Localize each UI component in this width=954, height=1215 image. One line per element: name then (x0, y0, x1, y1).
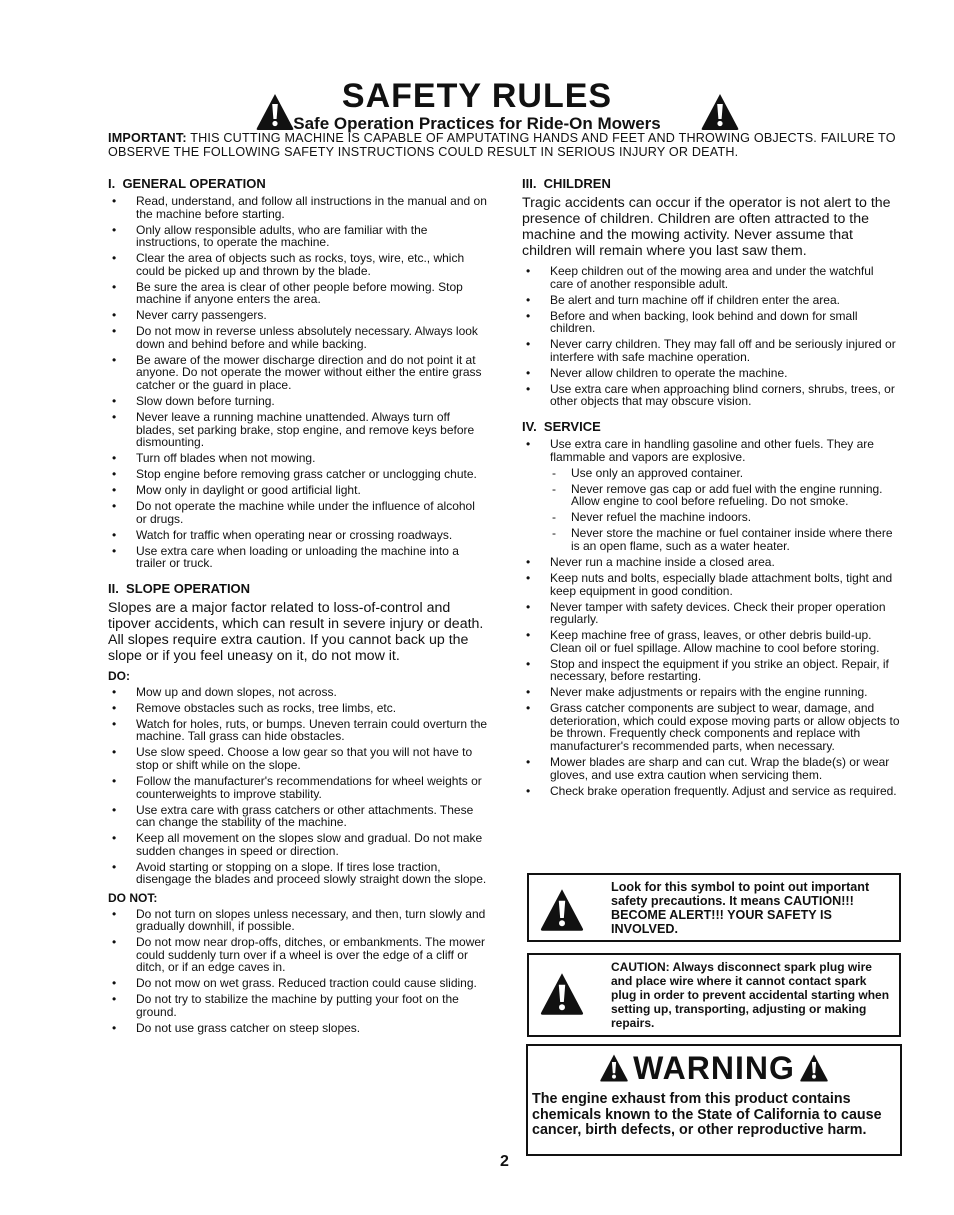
list-item: • Use extra care with grass catchers or other attachments. These can change the stability of the machine. (108, 804, 488, 829)
list-item: • Do not operate the machine while under the influence of alcohol or drugs. (108, 500, 488, 525)
list-item: • Avoid starting or stopping on a slope. If tires lose traction, disengage the blades and proceed slowly straight down the slope. (108, 861, 488, 886)
important-text: THIS CUTTING MACHINE IS CAPABLE OF AMPUTATING HANDS AND FEET AND THROWING OBJECTS. FAILURE TO OBSERVE THE FOLLOWING SAFETY INSTRUCTIONS COULD RESULT IN SERIOUS INJURY OR DEATH. (108, 131, 896, 159)
children-list (522, 265, 900, 408)
warning-triangle-icon (255, 92, 295, 132)
list-item: • Keep children out of the mowing area and under the watchful care of another responsible adult. (522, 265, 900, 290)
list-item: • Only allow responsible adults, who are familiar with the instructions, to operate the machine. (108, 224, 488, 249)
important-notice (108, 131, 898, 159)
list-item: • Do not mow near drop-offs, ditches, or embankments. The mower could suddenly turn over if a wheel is over the edge of a cliff or ditch, or if an edge caves in. (108, 936, 488, 974)
do-not-heading: DO NOT: (108, 890, 158, 905)
list-item: • Watch for traffic when operating near or crossing roadways. (108, 529, 488, 542)
warning-text: The engine exhaust from this product contains chemicals known to the State of California to cause cancer, birth defects, or other reproductive harm. (532, 1091, 882, 1138)
list-item: - Never remove gas cap or add fuel with the engine running. Allow engine to cool before refueling. Do not smoke. (522, 483, 900, 508)
warning-title-row (528, 1050, 900, 1087)
list-item: • Be sure the area is clear of other people before mowing. Stop machine if anyone enters the area. (108, 281, 488, 306)
list-item: • Never carry children. They may fall off and be seriously injured or interfere with safe machine operation. (522, 338, 900, 363)
do-not-list (108, 908, 488, 1035)
list-item: • Follow the manufacturer's recommendations for wheel weights or counterweights to improve stability. (108, 775, 488, 800)
service-heading: IV. SERVICE (522, 419, 601, 435)
list-item: - Never store the machine or fuel container inside where there is an open flame, such as a water heater. (522, 527, 900, 552)
page-header (0, 78, 954, 134)
list-item: • Never make adjustments or repairs with the engine running. (522, 686, 900, 699)
list-item: • Never allow children to operate the machine. (522, 367, 900, 380)
service-sub-list (522, 467, 900, 553)
list-item: • Use slow speed. Choose a low gear so that you will not have to stop or shift while on the slope. (108, 746, 488, 771)
list-item: • Clear the area of objects such as rocks, toys, wire, etc., which could be picked up and thrown by the blade. (108, 252, 488, 277)
list-item: • Do not use grass catcher on steep slopes. (108, 1022, 488, 1035)
children-heading: III. CHILDREN (522, 176, 611, 191)
service-first-list (522, 438, 900, 463)
list-item: • Use extra care when loading or unloading the machine into a trailer or truck. (108, 545, 488, 570)
slope-operation-heading: II. SLOPE OPERATION (108, 581, 251, 597)
general-operation-heading: I. GENERAL OPERATION (108, 176, 266, 191)
list-item: - Never refuel the machine indoors. (522, 511, 900, 524)
page-title: SAFETY RULES (341, 77, 613, 115)
list-item: • Use extra care in handling gasoline and other fuels. They are flammable and vapors are explosive. (522, 438, 900, 463)
list-item: • Turn off blades when not mowing. (108, 452, 488, 465)
left-column (108, 176, 488, 1038)
list-item: • Check brake operation frequently. Adjust and service as required. (522, 785, 900, 798)
caution-box (527, 953, 901, 1037)
page-subtitle: Safe Operation Practices for Ride-On Mowers (293, 114, 661, 133)
list-item: • Keep machine free of grass, leaves, or other debris build-up. Clean oil or fuel spillage. Allow machine to cool before storing. (522, 629, 900, 654)
list-item: • Do not try to stabilize the machine by putting your foot on the ground. (108, 993, 488, 1018)
right-column (522, 176, 900, 801)
slope-intro: Slopes are a major factor related to loss-of-control and tipover accidents, which can result in severe injury or death. All slopes require extra caution. If you cannot back up the slope or if you feel uneasy on it, do not mow it. (108, 600, 484, 665)
list-item: • Do not turn on slopes unless necessary, and then, turn slowly and gradually downhill, if possible. (108, 908, 488, 933)
warning-box (526, 1044, 902, 1156)
list-item: • Never tamper with safety devices. Check their proper operation regularly. (522, 601, 900, 626)
list-item: • Before and when backing, look behind and down for small children. (522, 310, 900, 335)
safety-symbol-text: Look for this symbol to point out important safety precautions. It means CAUTION!!! BECOME ALERT!!! YOUR SAFETY IS INVOLVED. (611, 880, 870, 936)
list-item: • Be alert and turn machine off if children enter the area. (522, 294, 900, 307)
list-item: • Mow only in daylight or good artificial light. (108, 484, 488, 497)
caution-text: CAUTION: Always disconnect spark plug wire and place wire where it cannot contact spark plug in order to prevent accidental starting when setting up, transporting, adjusting or making repairs. (611, 960, 890, 1030)
list-item: • Stop and inspect the equipment if you strike an object. Repair, if necessary, before restarting. (522, 658, 900, 683)
children-intro: Tragic accidents can occur if the operator is not alert to the presence of children. Children are often attracted to the machine and the mowing activity. Never assume that children will remain where you last saw them. (522, 195, 891, 259)
list-item: • Mow up and down slopes, not across. (108, 686, 488, 699)
warning-triangle-icon (799, 1053, 829, 1083)
list-item: • Remove obstacles such as rocks, tree limbs, etc. (108, 702, 488, 715)
page-number: 2 (500, 1153, 509, 1170)
do-list (108, 686, 488, 886)
list-item: • Grass catcher components are subject to wear, damage, and deterioration, which could expose moving parts or allow objects to be thrown. Frequently check components and replace with manufacturer's recommended parts, when necessary. (522, 702, 900, 752)
list-item: • Keep nuts and bolts, especially blade attachment bolts, tight and keep equipment in good condition. (522, 572, 900, 597)
list-item: • Watch for holes, ruts, or bumps. Uneven terrain could overturn the machine. Tall grass can hide obstacles. (108, 718, 488, 743)
list-item: • Stop engine before removing grass catcher or unclogging chute. (108, 468, 488, 481)
list-item: • Use extra care when approaching blind corners, shrubs, trees, or other objects that may obscure vision. (522, 383, 900, 408)
list-item: • Read, understand, and follow all instructions in the manual and on the machine before starting. (108, 195, 488, 220)
list-item: • Never carry passengers. (108, 309, 488, 322)
warning-triangle-icon (599, 1053, 629, 1083)
important-label: IMPORTANT: (108, 131, 187, 145)
list-item: • Mower blades are sharp and can cut. Wrap the blade(s) or wear gloves, and use extra caution when servicing them. (522, 756, 900, 781)
list-item: • Be aware of the mower discharge direction and do not point it at anyone. Do not operate the mower without either the entire grass catcher or the guard in place. (108, 354, 488, 392)
general-operation-list (108, 195, 488, 570)
list-item: • Slow down before turning. (108, 395, 488, 408)
service-list (522, 556, 900, 797)
warning-title: WARNING (633, 1050, 795, 1086)
warning-triangle-icon (539, 971, 585, 1017)
do-heading: DO: (108, 669, 130, 684)
warning-triangle-icon (700, 92, 740, 132)
list-item: • Never leave a running machine unattended. Always turn off blades, set parking brake, stop engine, and remove keys before dismounting. (108, 411, 488, 449)
list-item: • Do not mow in reverse unless absolutely necessary. Always look down and behind before and while backing. (108, 325, 488, 350)
list-item: - Use only an approved container. (522, 467, 900, 480)
list-item: • Never run a machine inside a closed area. (522, 556, 900, 569)
warning-triangle-icon (539, 887, 585, 933)
safety-symbol-box (527, 873, 901, 942)
list-item: • Do not mow on wet grass. Reduced traction could cause sliding. (108, 977, 488, 990)
list-item: • Keep all movement on the slopes slow and gradual. Do not make sudden changes in speed or direction. (108, 832, 488, 857)
